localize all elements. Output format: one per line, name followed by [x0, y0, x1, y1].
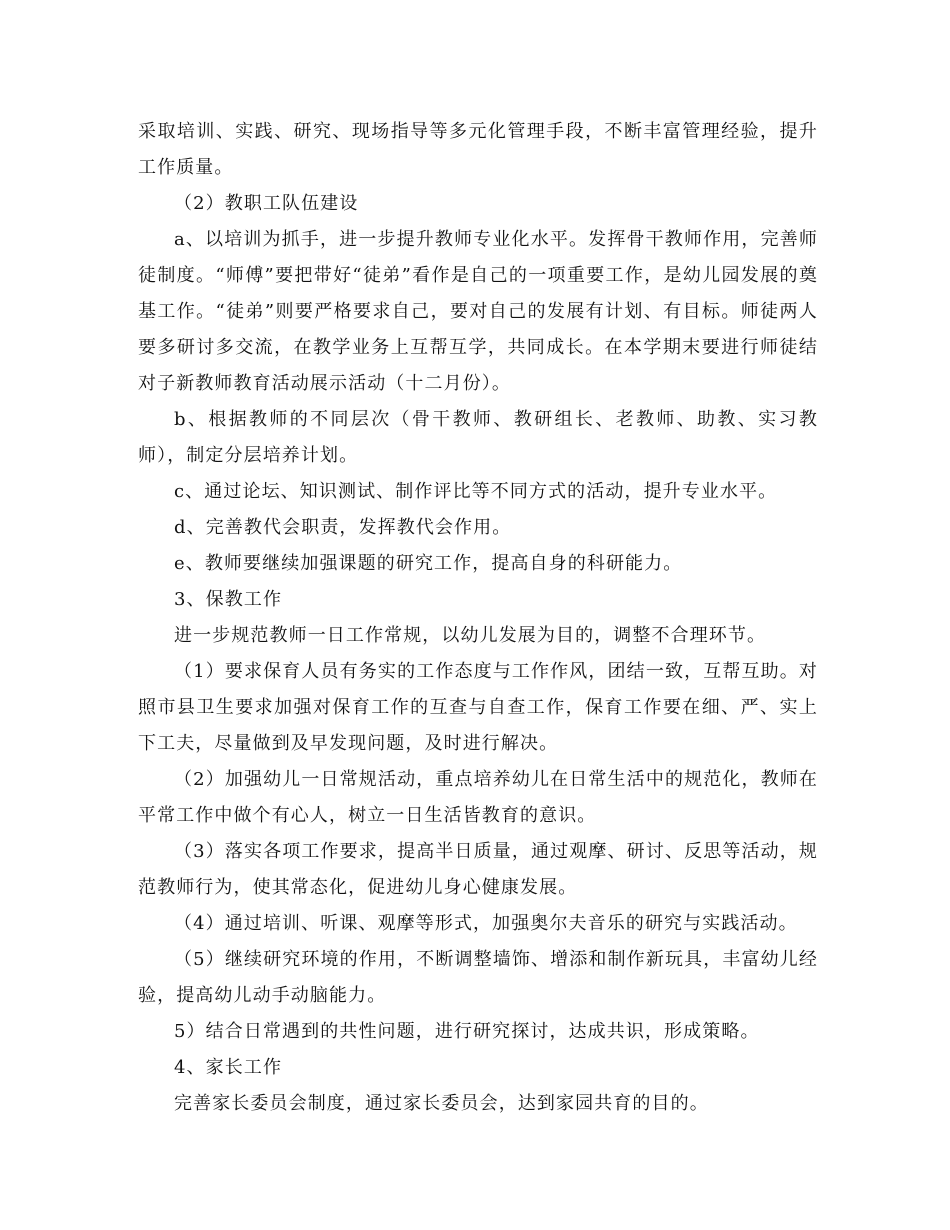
heading-parent-work: 4、家长工作 [174, 1057, 283, 1078]
paragraph-care-3: （3）落实各项工作要求，提高半日质量，通过观摩、研讨、反思等活动，规范教师行为，使其常态化，促进幼儿身心健康发展。 [138, 841, 818, 898]
paragraph-item-d: d、完善教代会职责，发挥教代会作用。 [174, 517, 512, 538]
heading-care-education: 3、保教工作 [174, 589, 283, 610]
paragraph-care-2: （2）加强幼儿一日常规活动，重点培养幼儿在日常生活中的规范化，教师在平常工作中做个有心人，树立一日生活皆教育的意识。 [138, 769, 818, 826]
heading-staff-building: （2）教职工队伍建设 [174, 193, 359, 214]
paragraph-item-e: e、教师要继续加强课题的研究工作，提高自身的科研能力。 [174, 553, 683, 574]
document-body [138, 114, 818, 1122]
paragraph-care-1: （1）要求保育人员有务实的工作态度与工作作风，团结一致，互帮互助。对照市县卫生要求加强对保育工作的互查与自查工作，保育工作要在细、严、实上下工夫，尽量做到及早发现问题，及时进行解决。 [138, 661, 818, 754]
paragraph-item-b: b、根据教师的不同层次（骨干教师、教研组长、老教师、助教、实习教师），制定分层培养计划。 [138, 409, 818, 466]
paragraph-continuation: 采取培训、实践、研究、现场指导等多元化管理手段，不断丰富管理经验，提升工作质量。 [138, 121, 818, 178]
paragraph-parent-committee: 完善家长委员会制度，通过家长委员会，达到家园共育的目的。 [174, 1093, 709, 1114]
paragraph-care-4: （4）通过培训、听课、观摩等形式，加强奥尔夫音乐的研究与实践活动。 [174, 913, 798, 934]
paragraph-item-a: a、以培训为抓手，进一步提升教师专业化水平。发挥骨干教师作用，完善师徒制度。“师傅”要把带好“徒弟”看作是自己的一项重要工作，是幼儿园发展的奠基工作。“徒弟”则要严格要求自己，要对自己的发展有计划、有目标。师徒两人要多研讨多交流，在教学业务上互帮互学，共同成长。在本学期末要进行师徒结对子新教师教育活动展示活动（十二月份）。 [138, 229, 818, 394]
paragraph-care-6: 5）结合日常遇到的共性问题，进行研究探讨，达成共识，形成策略。 [174, 1021, 760, 1042]
paragraph-care-intro: 进一步规范教师一日工作常规，以幼儿发展为目的，调整不合理环节。 [174, 625, 767, 646]
paragraph-care-5: （5）继续研究环境的作用，不断调整墙饰、增添和制作新玩具，丰富幼儿经验，提高幼儿动手动脑能力。 [138, 949, 818, 1006]
paragraph-item-c: c、通过论坛、知识测试、制作评比等不同方式的活动，提升专业水平。 [174, 481, 778, 502]
